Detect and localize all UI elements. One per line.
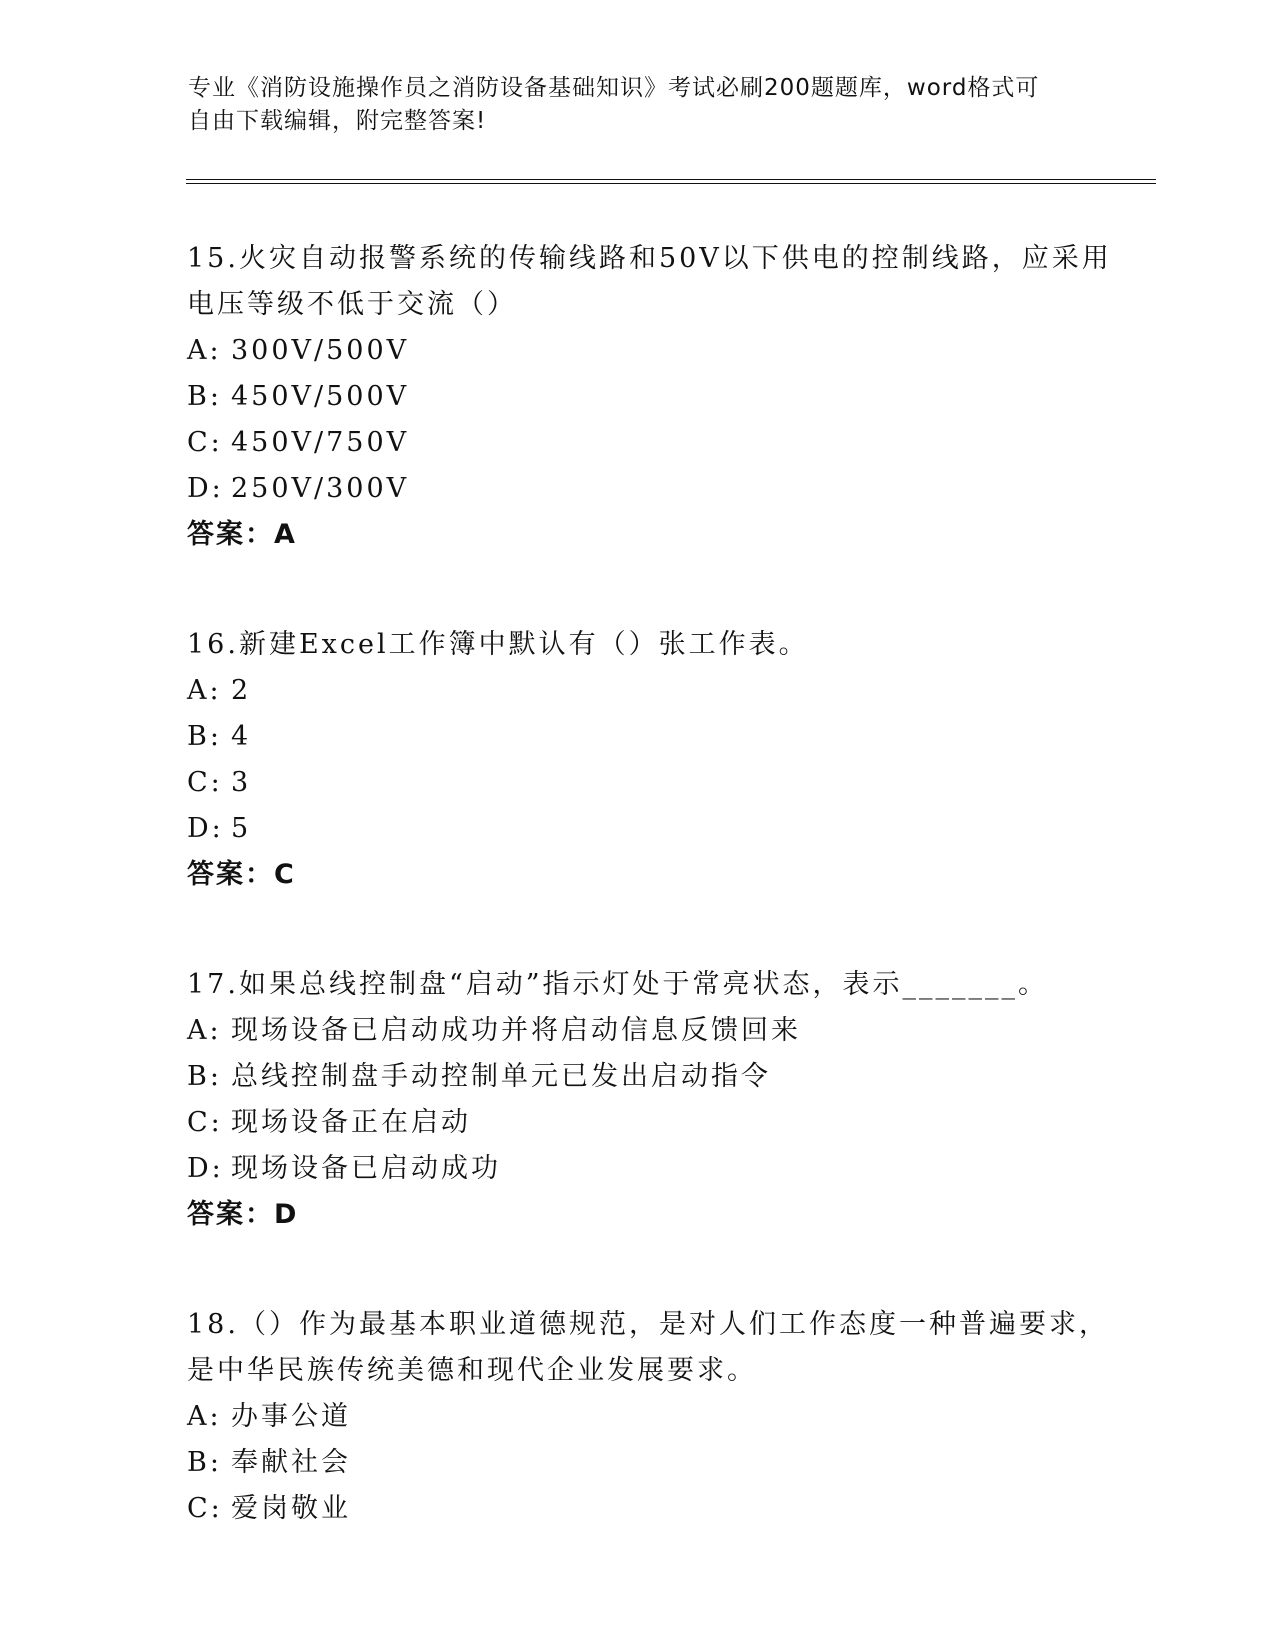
option-text: 5 [231, 813, 252, 844]
option-b [187, 714, 1087, 760]
option-letter: D: [187, 473, 224, 504]
option-d [187, 466, 1087, 512]
option-text: 2 [231, 675, 252, 706]
question-stem-line: 15.火灾自动报警系统的传输线路和50V以下供电的控制线路，应采用 [187, 243, 1112, 274]
option-b [187, 374, 1087, 420]
answer-line: 答案：A [187, 519, 297, 550]
header-line-2: 自由下载编辑，附完整答案! [188, 108, 487, 134]
option-text: 现场设备已启动成功 [231, 1153, 501, 1184]
option-letter: A: [187, 1015, 222, 1046]
option-text: 办事公道 [231, 1401, 351, 1432]
option-c [187, 420, 1087, 466]
option-letter: D: [187, 813, 224, 844]
option-letter: A: [187, 675, 222, 706]
option-b [187, 1440, 1087, 1486]
option-letter: B: [187, 381, 222, 412]
question-16 [187, 622, 1087, 898]
option-a [187, 668, 1087, 714]
option-text: 3 [231, 767, 252, 798]
option-c [187, 1486, 1087, 1532]
option-text: 总线控制盘手动控制单元已发出启动指令 [231, 1061, 771, 1092]
question-17 [187, 962, 1087, 1238]
option-a [187, 1394, 1087, 1440]
option-letter: B: [187, 721, 222, 752]
answer-line: 答案：C [187, 859, 296, 890]
header-divider-bottom [186, 183, 1156, 184]
option-text: 4 [231, 721, 252, 752]
option-text: 爱岗敬业 [231, 1493, 351, 1524]
option-c [187, 1100, 1087, 1146]
question-stem-line: 18.（）作为最基本职业道德规范，是对人们工作态度一种普遍要求， [187, 1309, 1109, 1340]
option-text: 450V/750V [231, 427, 410, 458]
option-text: 现场设备正在启动 [231, 1107, 471, 1138]
option-letter: C: [187, 767, 223, 798]
option-letter: D: [187, 1153, 224, 1184]
question-15 [187, 236, 1112, 558]
option-c [187, 760, 1087, 806]
option-letter: B: [187, 1061, 222, 1092]
question-18 [187, 1302, 1109, 1532]
document-header [188, 72, 1088, 138]
option-letter: B: [187, 1447, 222, 1478]
option-a [187, 1008, 1087, 1054]
option-letter: C: [187, 1107, 223, 1138]
option-text: 300V/500V [231, 335, 410, 366]
option-d [187, 1146, 1087, 1192]
question-stem-line: 是中华民族传统美德和现代企业发展要求。 [187, 1355, 757, 1386]
header-line-1: 专业《消防设施操作员之消防设备基础知识》考试必刷200题题库，word格式可 [188, 75, 1040, 101]
answer-line: 答案：D [187, 1199, 299, 1230]
header-divider-top [186, 179, 1156, 180]
option-d [187, 806, 1087, 852]
question-stem-line: 电压等级不低于交流（） [187, 289, 517, 320]
option-b [187, 1054, 1087, 1100]
option-text: 奉献社会 [231, 1447, 351, 1478]
question-stem-line: 16.新建Excel工作簿中默认有（）张工作表。 [187, 629, 809, 660]
option-text: 现场设备已启动成功并将启动信息反馈回来 [231, 1015, 801, 1046]
question-stem-line: 17.如果总线控制盘“启动”指示灯处于常亮状态，表示_______。 [187, 969, 1049, 1000]
question-list [187, 236, 1112, 1596]
option-letter: C: [187, 427, 223, 458]
option-a [187, 328, 1087, 374]
option-letter: A: [187, 335, 222, 366]
option-text: 250V/300V [231, 473, 410, 504]
option-text: 450V/500V [231, 381, 410, 412]
option-letter: A: [187, 1401, 222, 1432]
option-letter: C: [187, 1493, 223, 1524]
